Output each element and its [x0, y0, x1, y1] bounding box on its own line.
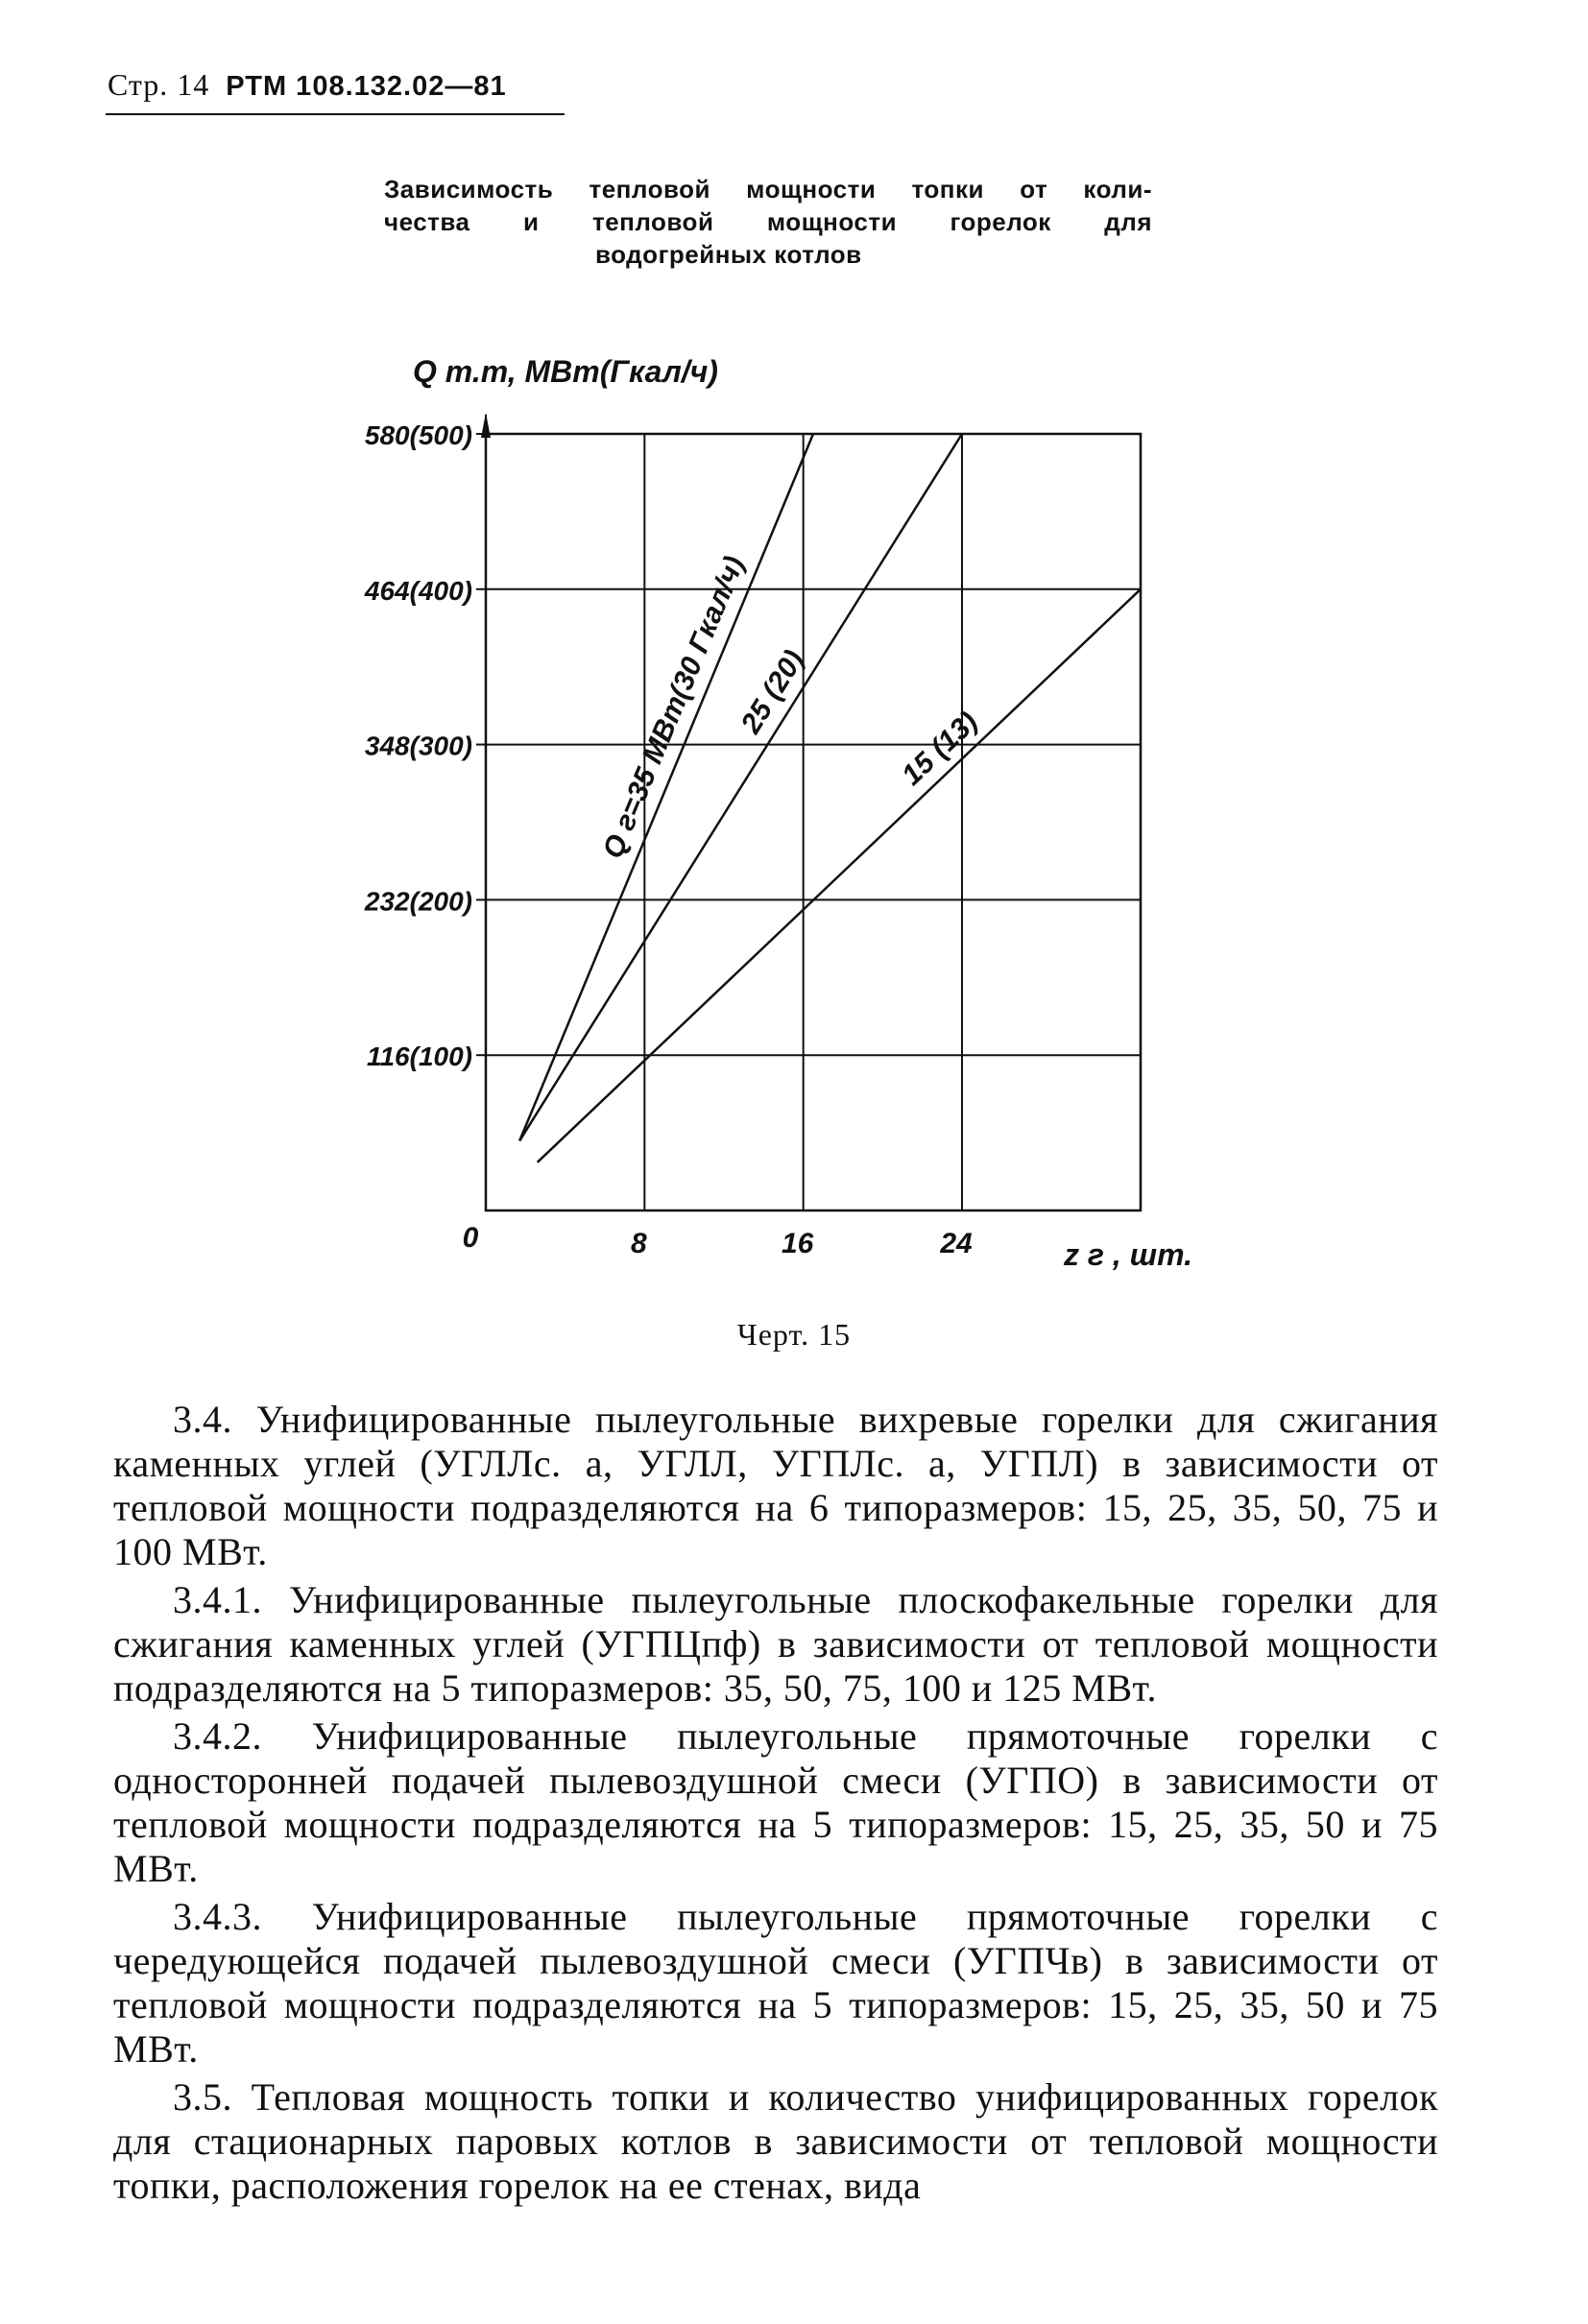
- origin-label: 0: [462, 1222, 479, 1254]
- body-paragraph: 3.4.2. Унифицированные пылеугольные прямоточные горелки с односторонней подачей пылевоздушной смеси (УГПО) в зависимости от тепловой мощности подразделяются на 5 типоразмеров: 15, 25, 35, 50 и 75 МВт.: [113, 1714, 1438, 1890]
- series-line: [519, 434, 813, 1140]
- x-tick-label: 16: [781, 1228, 814, 1259]
- figure-title-line-3: водогрейных котлов: [595, 240, 862, 269]
- body-text: [113, 1398, 1438, 2212]
- x-axis-label: z г , шт.: [1064, 1237, 1193, 1272]
- series-label: 15 (13): [896, 706, 984, 792]
- y-axis-label: Q т.т, МВт(Гкал/ч): [413, 354, 718, 389]
- figure-title-line-2: чества и тепловой мощности горелок для: [384, 207, 1152, 236]
- y-tick-label: 232(200): [364, 886, 472, 917]
- body-paragraph: 3.4.3. Унифицированные пылеугольные прямоточные горелки с чередующейся подачей пылевоздушной смеси (УГПЧв) в зависимости от тепловой мощности подразделяются на 5 типоразмеров: 15, 25, 35, 50 и 75 МВт.: [113, 1895, 1438, 2071]
- series-label: Q г=35 МВт(30 Гкал/ч): [596, 551, 751, 864]
- x-tick-label: 24: [940, 1228, 973, 1259]
- body-paragraph: 3.4.1. Унифицированные пылеугольные плоскофакельные горелки для сжигания каменных углей (УГПЦпф) в зависимости от тепловой мощности подразделяются на 5 типоразмеров: 35, 50, 75, 100 и 125 МВт.: [113, 1578, 1438, 1710]
- x-tick-label: 8: [630, 1228, 647, 1259]
- page-label: Стр. 14: [108, 67, 210, 102]
- figure-caption: Черт. 15: [736, 1317, 852, 1352]
- plot-frame: [486, 434, 1141, 1210]
- y-tick-label: 580(500): [364, 420, 472, 450]
- y-tick-label: 348(300): [364, 731, 472, 761]
- y-tick-label: 464(400): [364, 575, 472, 606]
- series-label: 25 (20): [734, 644, 810, 739]
- standard-number: РТМ 108.132.02—81: [226, 71, 507, 102]
- body-paragraph: 3.5. Тепловая мощность топки и количество унифицированных горелок для стационарных паровых котлов в зависимости от тепловой мощности топки, расположения горелок на ее стенах, вида: [113, 2075, 1438, 2207]
- figure-title-line-1: Зависимость тепловой мощности топки от коли-: [384, 175, 1152, 204]
- series-line: [538, 589, 1141, 1162]
- series-line: [519, 434, 962, 1140]
- y-tick-label: 116(100): [366, 1042, 472, 1072]
- body-paragraph: 3.4. Унифицированные пылеугольные вихревые горелки для сжигания каменных углей (УГЛЛс. а, УГЛЛ, УГПЛс. а, УГПЛ) в зависимости от тепловой мощности подразделяются на 6 типоразмеров: 15, 25, 35, 50, 75 и 100 МВт.: [113, 1398, 1438, 1573]
